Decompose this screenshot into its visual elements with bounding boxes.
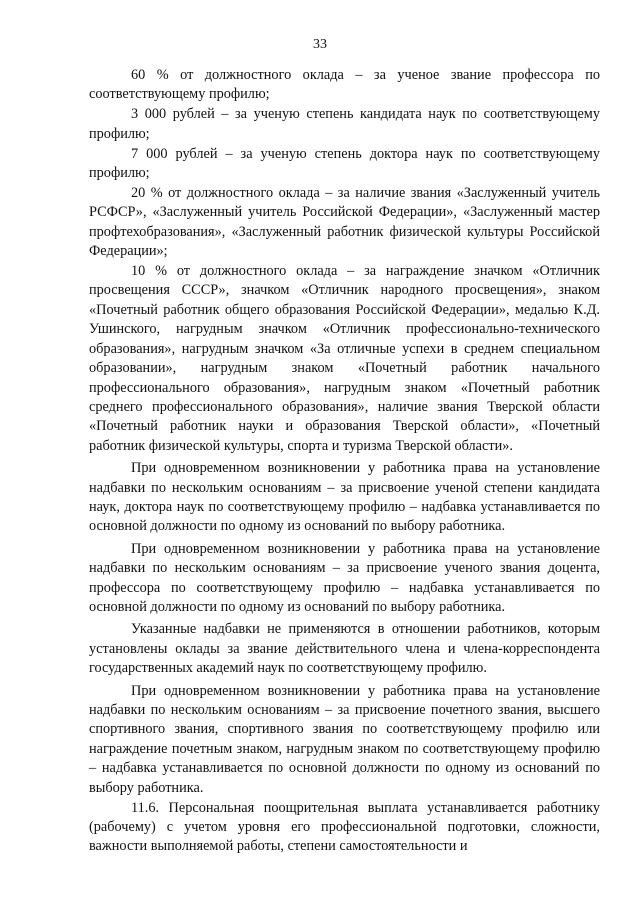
paragraph-honored-titles: 20 % от должностного оклада – за наличие звания «Заслуженный учитель РСФСР», «Заслуженный учитель Российской Федерации», «Заслуженный мастер профтехобразования», «Заслуженный работник физической культуры Российской Федерации»; bbox=[89, 184, 600, 260]
paragraph-degree-multiple-grounds: При одновременном возникновении у работника права на установление надбавки по нескольким основаниям – за присвоение ученой степени кандидата наук, доктора наук по соответствующему профилю – надбавка устанавливается по основной должности по одному из оснований по выбору работника. bbox=[89, 460, 600, 535]
paragraph-honorary-title-multiple-grounds: При одновременном возникновении у работника права на установление надбавки по нескольким основаниям – за присвоение почетного звания, высшего спортивного звания, спортивного звания по соответствующему профилю или награждение почетным знаком, нагрудным знаком по соответствующему профилю – надбавка устанавливается по основной должности по одному из оснований по выбору работника. bbox=[89, 682, 600, 796]
paragraph-academic-title-multiple-grounds: При одновременном возникновении у работника права на установление надбавки по нескольким основаниям – за присвоение ученого звания доцента, профессора по соответствующему профилю – надбавка устанавливается по основной должности по одному из оснований по выбору работника. bbox=[89, 540, 600, 615]
paragraph-candidate-degree: 3 000 рублей – за ученую степень кандидата наук по соответствующему профилю; bbox=[89, 106, 600, 142]
paragraph-professor-title: 60 % от должностного оклада – за ученое звание профессора по соответствующему профилю; bbox=[89, 67, 600, 103]
paragraph-badges-awards: 10 % от должностного оклада – за награждение значком «Отличник просвещения СССР», значком «Отличник народного просвещения», знаком «Почетный работник общего образования Российской Федерации», медалью К.Д. Ушинского, нагрудным значком «Отличник профессионально-технического образования», нагрудным значком «За отличные успехи в среднем специальном образовании», нагрудным знаком «Почетный работник начального профессионального образования», нагрудным знаком «Почетный работник среднего профессионального образования», наличие звания Тверской области «Почетный работник науки и образования Тверской области», «Почетный работник физической культуры, спорта и туризма Тверской области». bbox=[89, 263, 600, 454]
paragraph-personal-bonus: 11.6. Персональная поощрительная выплата устанавливается работнику (рабочему) с учетом уровня его профессиональной подготовки, сложности, важности выполняемой работы, степени самостоятельности и bbox=[89, 799, 600, 855]
page-number: 33 bbox=[313, 37, 327, 52]
paragraph-doctor-degree: 7 000 рублей – за ученую степень доктора наук по соответствующему профилю; bbox=[89, 145, 600, 182]
document-body bbox=[89, 66, 600, 855]
paragraph-academy-members: Указанные надбавки не применяются в отношении работников, которым установлены оклады за звание действительного члена и члена-корреспондента государственных академий наук по соответствующему профилю. bbox=[89, 621, 600, 677]
